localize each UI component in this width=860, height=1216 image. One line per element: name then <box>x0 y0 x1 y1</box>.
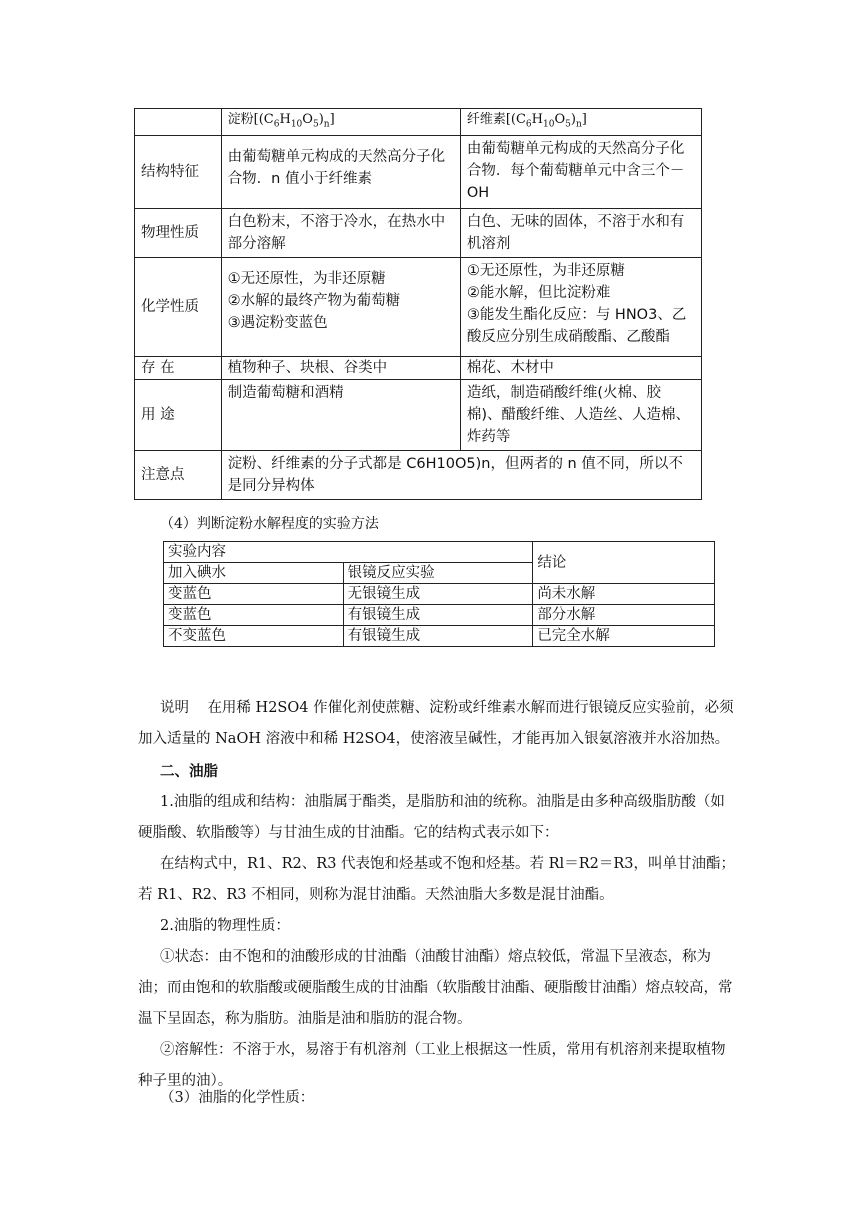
row-label: 注意点 <box>135 450 222 499</box>
list-item: ②水解的最终产物为葡萄糖 <box>227 292 401 309</box>
starch-cell: 制造葡萄糖和酒精 <box>221 379 460 450</box>
table-cell: 不变蓝色 <box>164 626 344 647</box>
header-starch: 淀粉$[(C_6H_{10}O_5)_n]$ <box>221 109 460 136</box>
list-item: ①无还原性，为非还原糖 <box>466 262 625 279</box>
table-cell: 变蓝色 <box>164 605 344 626</box>
cellulose-cell: 由葡萄糖单元构成的天然高分子化合物．每个葡萄糖单元中含三个－OH <box>460 135 701 208</box>
table-cell: 无银镜生成 <box>343 584 533 605</box>
list-item: ③遇淀粉变蓝色 <box>227 314 328 331</box>
header-blank-cell <box>135 109 222 136</box>
row-label: 存 在 <box>135 356 222 379</box>
paragraph-chemical-heading: （3）油脂的化学性质： <box>160 1090 315 1106</box>
hydrolysis-table <box>163 541 715 647</box>
paragraph-text: ①状态：由不饱和的油酸形成的甘油酯（油酸甘油酯）熔点较低，常温下呈液态，称为油；而由饱和的软脂酸或硬脂酸生成的甘油酯（软脂酸甘油酯、硬脂酸甘油酯）熔点较高，常温下呈固态，称为脂肪。油脂是油和脂肪的混合物。 <box>138 949 733 1027</box>
table-row <box>135 257 702 356</box>
table-row <box>164 584 715 605</box>
note-paragraph <box>138 693 738 755</box>
row-label: 结构特征 <box>135 135 222 208</box>
table-cell: 部分水解 <box>533 605 715 626</box>
paragraph-composition <box>138 787 738 849</box>
paragraph-physical-heading <box>138 911 738 942</box>
starch-cell: 植物种子、块根、谷类中 <box>221 356 460 379</box>
starch-cell: 白色粉末，不溶于冷水，在热水中部分溶解 <box>221 208 460 257</box>
table-cell: 尚未水解 <box>533 584 715 605</box>
row-label: 用 途 <box>135 379 222 450</box>
table-row <box>135 208 702 257</box>
paragraph-text: 2.油脂的物理性质： <box>160 918 290 934</box>
paragraph-text: ②溶解性：不溶于水，易溶于有机溶剂（工业上根据这一性质，常用有机溶剂来提取植物种子里的油）。 <box>138 1042 726 1089</box>
silver-mirror-header: 银镜反应实验 <box>343 563 533 584</box>
table-cell: 有银镜生成 <box>343 605 533 626</box>
table-row <box>135 379 702 450</box>
group-header: 实验内容 <box>164 542 533 563</box>
table-row <box>164 605 715 626</box>
section-2-heading <box>138 756 738 787</box>
table-header-row <box>135 109 702 136</box>
note-cell: 淀粉、纤维素的分子式都是 C6H10O5)n，但两者的 n 值不同，所以不是同分异构体 <box>221 450 701 499</box>
note-text: 在用稀 H2SO4 作催化剂使蔗糖、淀粉或纤维素水解而进行银镜反应实验前，必须加入适量的 NaOH 溶液中和稀 H2SO4，使溶液呈碱性，才能再加入银氨溶液并水浴加热。 <box>138 700 734 747</box>
table-row <box>135 135 702 208</box>
table-cell: 有银镜生成 <box>343 626 533 647</box>
list-item: ②能水解，但比淀粉难 <box>466 284 611 301</box>
paragraph-text: 1.油脂的组成和结构：油脂属于酯类，是脂肪和油的统称。油脂是由多种高级脂肪酸（如硬脂酸、软脂酸等）与甘油生成的甘油酯。它的结构式表示如下： <box>138 794 725 841</box>
cellulose-cell <box>460 257 701 356</box>
table-header-row <box>164 542 715 563</box>
table-cell: 已完全水解 <box>533 626 715 647</box>
row-label: 物理性质 <box>135 208 222 257</box>
list-item: ①无还原性，为非还原糖 <box>227 270 386 287</box>
paragraph-structure <box>138 849 738 911</box>
conclusion-header: 结论 <box>533 542 715 584</box>
section-4-heading: （4）判断淀粉水解程度的实验方法 <box>160 516 379 532</box>
iodine-header: 加入碘水 <box>164 563 344 584</box>
starch-cell <box>221 257 460 356</box>
list-item: ③能发生酯化反应：与 HNO3、乙酸反应分别生成硝酸酯、乙酸酯 <box>466 306 687 345</box>
starch-cellulose-table <box>134 108 702 500</box>
cellulose-cell: 造纸，制造硝酸纤维(火棉、胶棉)、醋酸纤维、人造丝、人造棉、炸药等 <box>460 379 701 450</box>
section-2-heading-text: 二、油脂 <box>160 763 218 780</box>
paragraph-state <box>138 942 738 1035</box>
header-cellulose: 纤维素$[(C_6H_{10}O_5)_n]$ <box>460 109 701 136</box>
cellulose-cell: 白色、无味的固体，不溶于水和有机溶剂 <box>460 208 701 257</box>
starch-cell: 由葡萄糖单元构成的天然高分子化合物．n 值小于纤维素 <box>221 135 460 208</box>
table-row <box>135 356 702 379</box>
cellulose-cell: 棉花、木材中 <box>460 356 701 379</box>
table-cell: 变蓝色 <box>164 584 344 605</box>
row-label: 化学性质 <box>135 257 222 356</box>
paragraph-text: 在结构式中，R1、R2、R3 代表饱和烃基或不饱和烃基。若 Rl＝R2＝R3，叫单甘油酯；若 R1、R2、R3 不相同，则称为混甘油酯。天然油脂大多数是混甘油酯。 <box>138 856 735 903</box>
table-row <box>164 626 715 647</box>
table-row <box>135 450 702 499</box>
note-lead: 说明 <box>160 700 189 716</box>
